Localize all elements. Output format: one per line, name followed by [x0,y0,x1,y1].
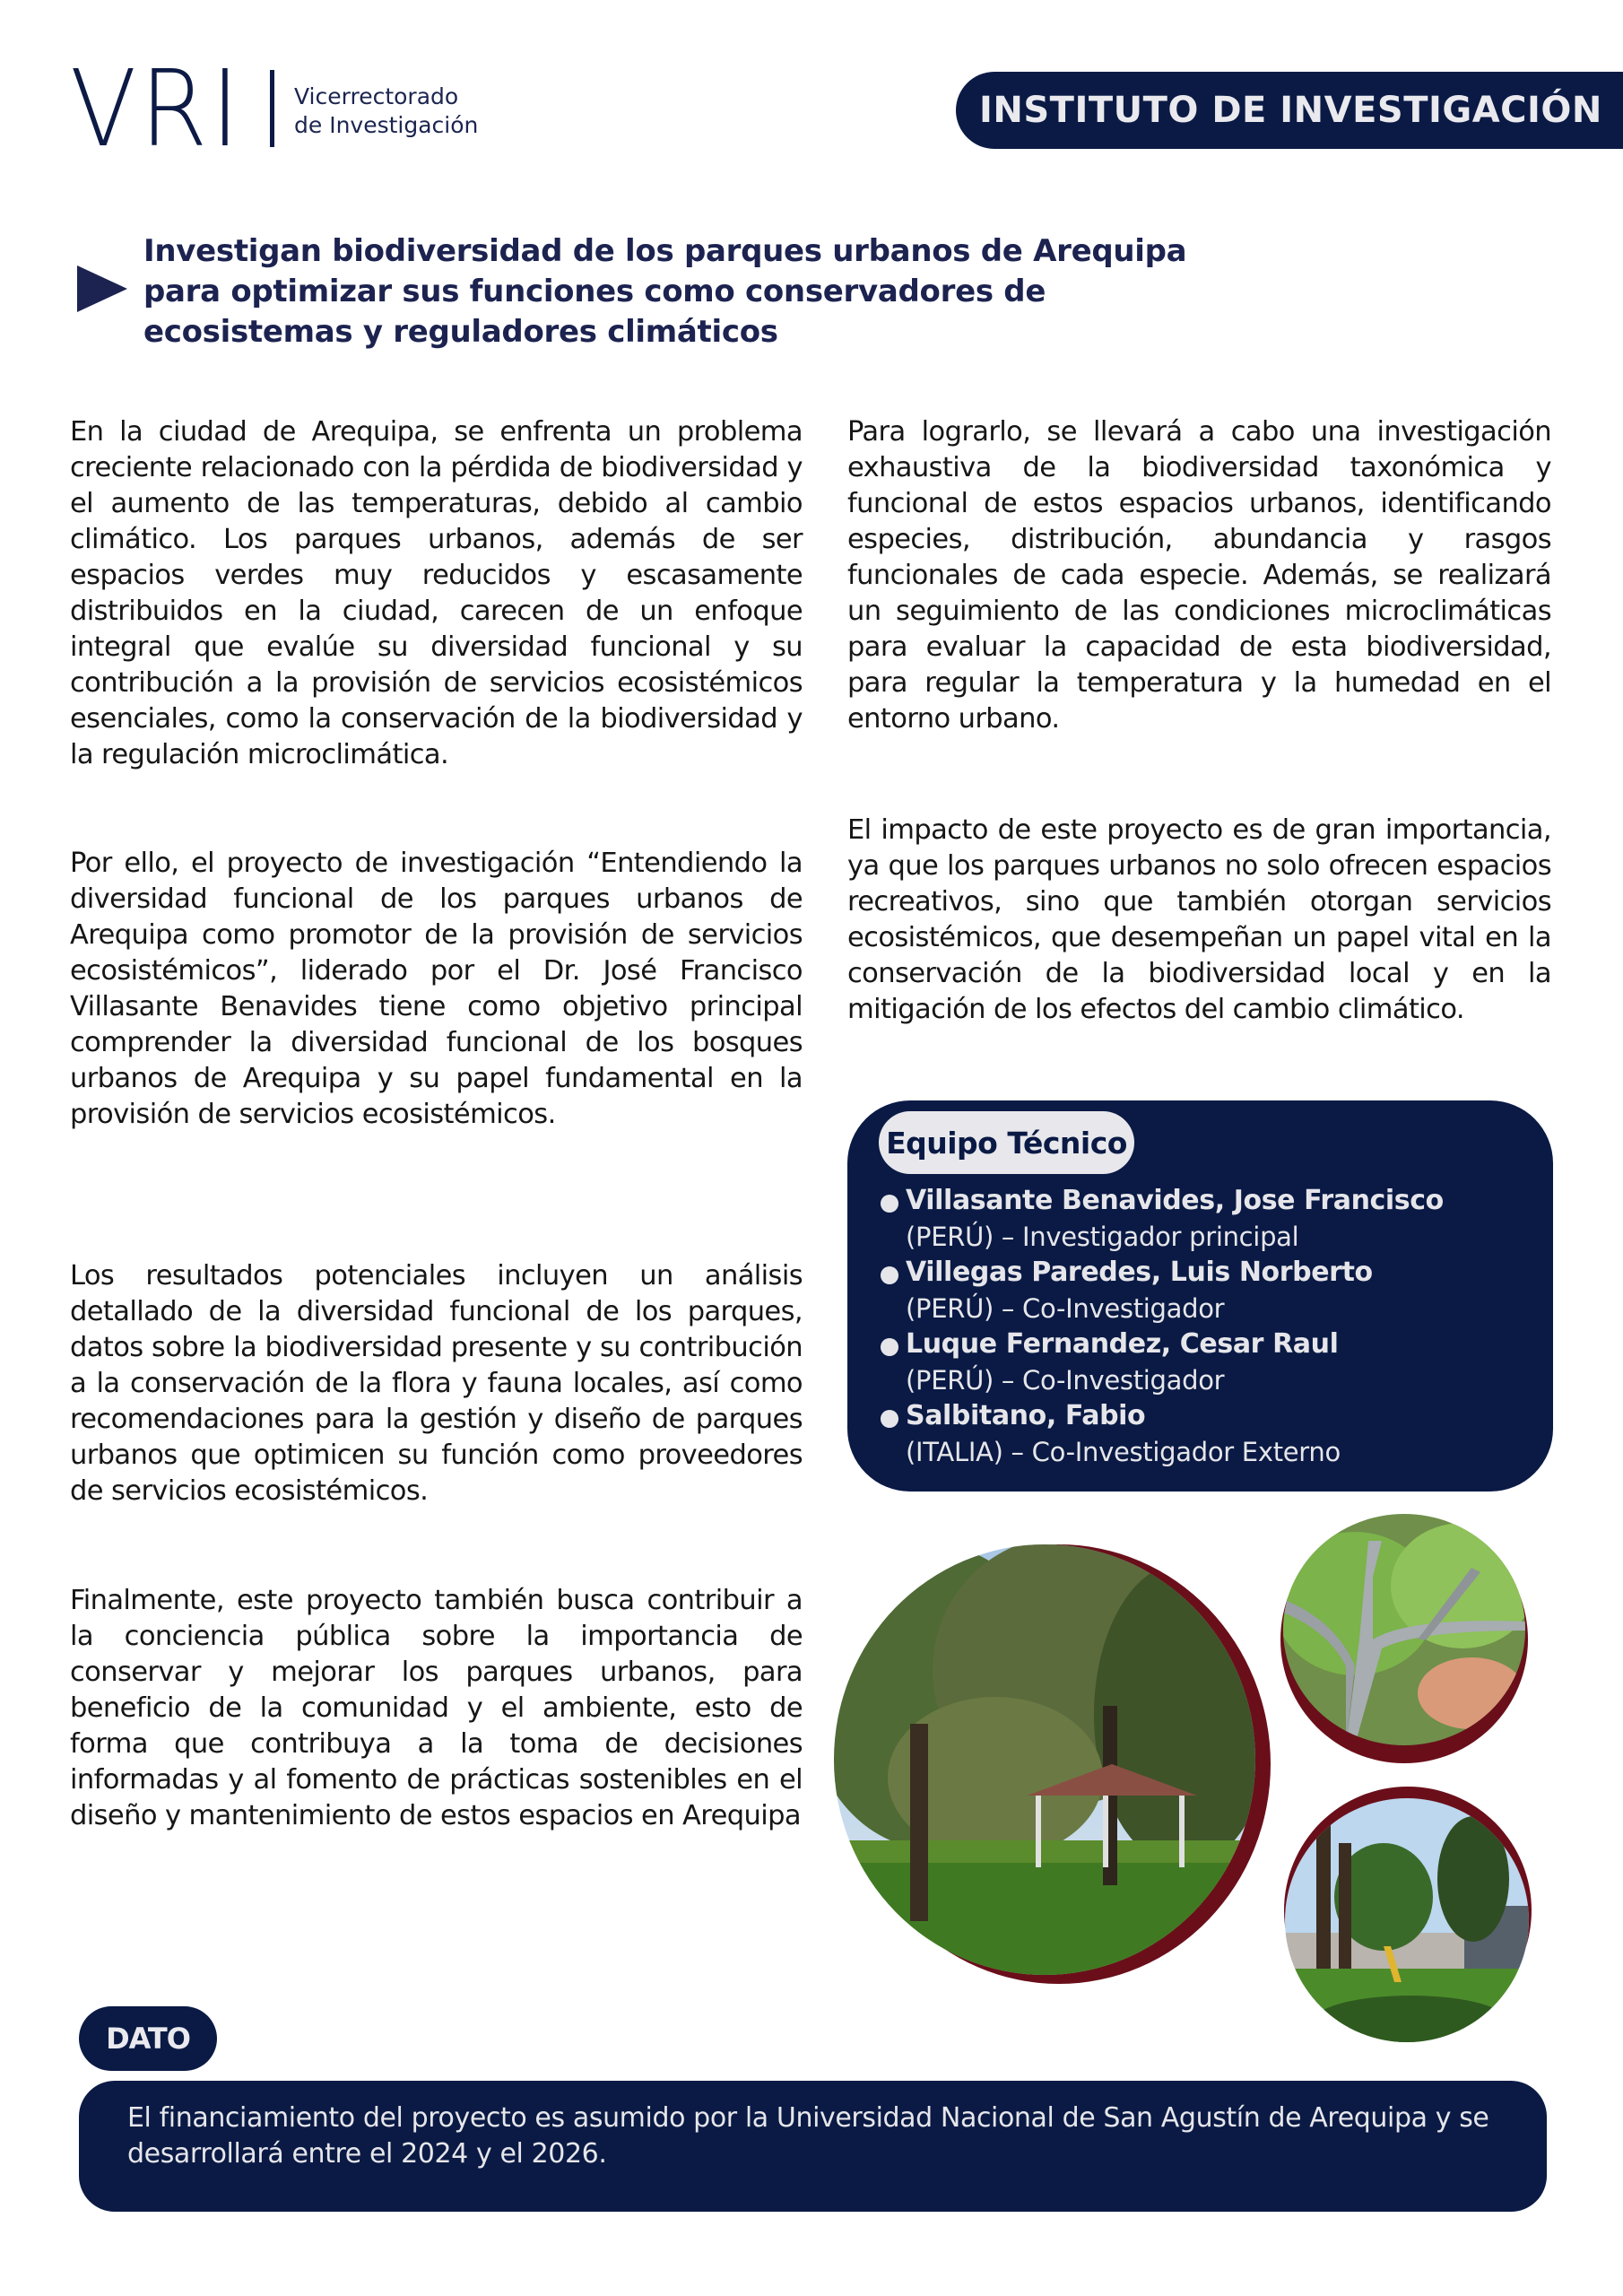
bullet-icon [881,1338,898,1356]
tree-branch-image [1283,1514,1525,1745]
team-member [879,1183,1542,1255]
left-paragraph-2 [70,846,803,1133]
member-name: Villasante Benavides, Jose Francisco [906,1185,1444,1216]
paragraph-text: Finalmente, este proyecto también busca contribuir a la conciencia pública sobre la importancia de conservar y mejorar los parques urbanos, para beneficio de la comunidad y el ambiente, esto de forma que contribuya a la toma de decisiones informadas y al fomento de prácticas sostenibles en el diseño y mantenimiento de estos espacios en Arequipa [70,1585,803,1831]
member-role: (PERÚ) – Investigador principal [906,1222,1299,1252]
logo-divider [270,70,274,147]
title-line: Investigan biodiversidad de los parques urbanos de Arequipa [143,233,1187,269]
park-playground-photo [1285,1798,1529,2042]
team-member [879,1398,1542,1470]
member-role: (PERÚ) – Co-Investigador [906,1293,1225,1324]
logo-subtitle-line2: de Investigación [294,112,479,138]
paragraph-text: El impacto de este proyecto es de gran importancia, ya que los parques urbanos no solo ofrecen espacios recreativos, sino que también otorgan servicios ecosistémicos, que desempeñan un papel vital en la conservación de la biodiversidad local y en la mitigación de los efectos del cambio climático. [847,814,1551,1025]
dato-box [79,2081,1547,2212]
paragraph-text: En la ciudad de Arequipa, se enfrenta un problema creciente relacionado con la pérdida de biodiversidad y el aumento de las temperaturas, debido al cambio climático. Los parques urbanos, además de ser espacios verdes muy reducidos y escasamente distribuidos en la ciudad, carecen de un enfoque integral que evalúe su diversidad funcional y su contribución a la provisión de servicios ecosistémicos esenciales, como la conservación de la biodiversidad y la regulación microclimática. [70,416,803,770]
member-name: Luque Fernandez, Cesar Raul [906,1328,1339,1360]
left-paragraph-4 [70,1583,803,1834]
dato-text: El financiamiento del proyecto es asumido por la Universidad Nacional de San Agustín de Arequipa y se desarrollará entre el 2024 y el 2026. [127,2102,1489,2170]
play-arrow-icon [77,265,127,312]
paragraph-text: Los resultados potenciales incluyen un análisis detallado de la diversidad funcional de los parques, datos sobre la biodiversidad presente y su contribución a la conservación de la flora y fauna locales, así como recomendaciones para la gestión y diseño de parques urbanos que optimicen su función como proveedores de servicios ecosistémicos. [70,1260,803,1507]
title-line: para optimizar sus funciones como conservadores de [143,274,1046,309]
member-name: Salbitano, Fabio [906,1400,1146,1431]
paragraph-text: Para lograrlo, se llevará a cabo una investigación exhaustiva de la biodiversidad taxonómica y funcional de estos espacios urbanos, identificando especies, distribución, abundancia y rasgos funcionales de cada especie. Además, se realizará un seguimiento de las condiciones microclimáticas para evaluar la capacidad de esta biodiversidad, para regular la temperatura y la humedad en el entorno urbano. [847,416,1551,735]
dato-label: DATO [106,2022,190,2056]
park-playground-image [1285,1798,1529,2042]
banner-text: INSTITUTO DE INVESTIGACIÓN [979,90,1602,131]
member-role: (PERÚ) – Co-Investigador [906,1365,1225,1396]
institute-banner [956,72,1623,149]
logo-subtitle-line1: Vicerrectorado [294,83,459,109]
team-member [879,1255,1542,1326]
team-heading-pill [879,1111,1134,1174]
park-gazebo-image [834,1544,1255,1975]
vri-logo: VRI [70,47,243,170]
team-member [879,1326,1542,1398]
team-list [879,1183,1542,1470]
title-line: ecosistemas y reguladores climáticos [143,314,778,350]
left-paragraph-1 [70,414,803,773]
tree-branch-photo [1283,1514,1525,1745]
logo-subtitle [294,83,478,140]
dato-label-pill [79,2006,217,2071]
team-heading: Equipo Técnico [886,1125,1127,1161]
team-box [847,1100,1553,1492]
bullet-icon [881,1195,898,1213]
member-name: Villegas Paredes, Luis Norberto [906,1257,1373,1288]
bullet-icon [881,1410,898,1428]
member-role: (ITALIA) – Co-Investigador Externo [906,1437,1341,1467]
article-title [143,231,1219,352]
left-paragraph-3 [70,1258,803,1509]
paragraph-text: Por ello, el proyecto de investigación “Entendiendo la diversidad funcional de los parques urbanos de Arequipa como promotor de la provisión de servicios ecosistémicos”, liderado por el Dr. José Francisco Villasante Benavides tiene como objetivo principal comprender la diversidad funcional de los bosques urbanos de Arequipa y su papel fundamental en la provisión de servicios ecosistémicos. [70,848,803,1130]
bullet-icon [881,1266,898,1284]
right-paragraph-2 [847,813,1551,1028]
park-gazebo-photo [834,1544,1255,1975]
right-paragraph-1 [847,414,1551,737]
